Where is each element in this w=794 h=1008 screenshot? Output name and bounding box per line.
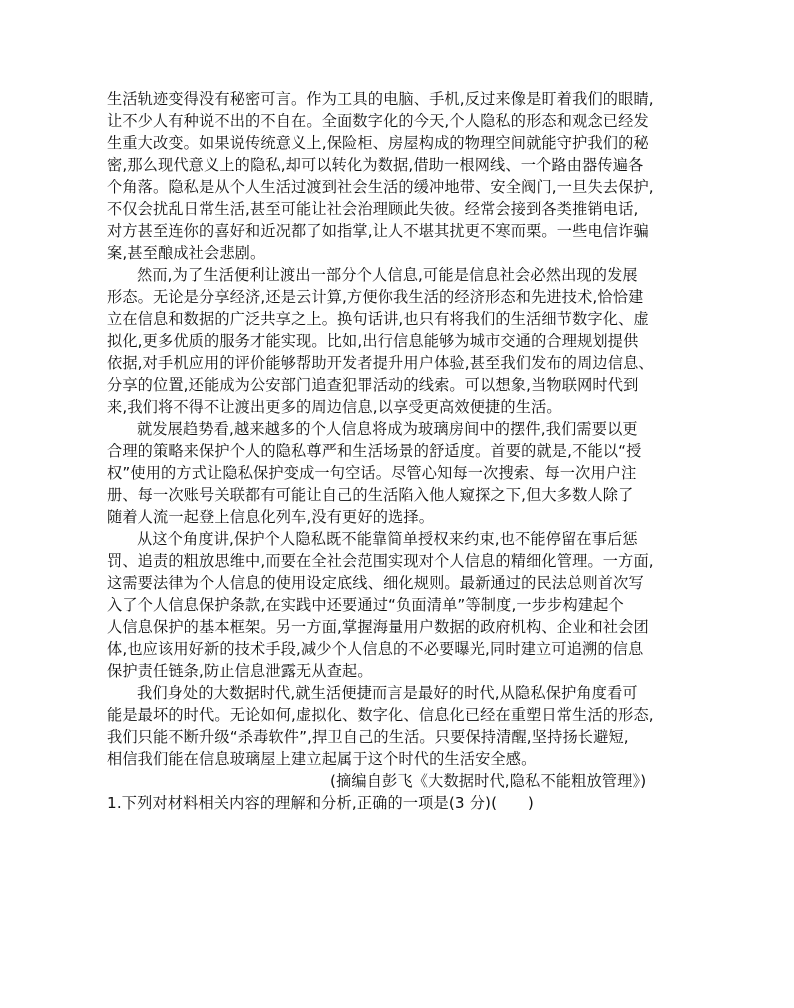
paragraph-line: 拟化,更多优质的服务才能实现。比如,出行信息能够为城市交通的合理规划提供 xyxy=(107,332,639,350)
paragraph-line: 立在信息和数据的广泛共享之上。换句话讲,也只有将我们的生活细节数字化、虚 xyxy=(107,310,649,328)
paragraph-line: 形态。无论是分享经济,还是云计算,方便你我生活的经济形态和先进技术,恰恰建 xyxy=(107,288,644,306)
paragraph-line: 册、每一次账号关联都有可能让自己的生活陷入他人窥探之下,但大多数人除了 xyxy=(107,486,634,504)
paragraph-line: 不仅会扰乱日常生活,甚至可能让社会治理顾此失彼。经常会接到各类推销电话, xyxy=(107,200,639,218)
paragraph-line: 密,那么现代意义上的隐私,却可以转化为数据,借助一根网线、一个路由器传遍各 xyxy=(107,156,644,174)
paragraph-line: 体,也应该用好新的技术手段,减少个人信息的不必要曝光,同时建立可追溯的信息 xyxy=(107,640,644,658)
paragraph-line: 我们身处的大数据时代,就生活便捷而言是最好的时代,从隐私保护角度看可 xyxy=(137,684,638,702)
question-text: 1.下列对材料相关内容的理解和分析,正确的一项是(3 分)( ) xyxy=(107,794,534,812)
paragraph-line: 对方甚至连你的喜好和近况都了如指掌,让人不堪其扰更不寒而栗。一些电信诈骗 xyxy=(107,222,649,240)
paragraph-line: 案,甚至酿成社会悲剧。 xyxy=(107,244,266,262)
paragraph-line: 分享的位置,还能成为公安部门追查犯罪活动的线索。可以想象,当物联网时代到 xyxy=(107,376,639,394)
paragraph-line: 入了个人信息保护条款,在实践中还要通过“负面清单”等制度,一步步构建起个 xyxy=(107,596,624,614)
paragraph-line: 生重大改变。如果说传统意义上,保险柜、房屋构成的物理空间就能守护我们的秘 xyxy=(107,134,649,152)
paragraph-line: 我们只能不断升级“杀毒软件”,捍卫自己的生活。只要保持清醒,坚持扬长避短, xyxy=(107,728,629,746)
paragraph-line: 让不少人有种说不出的不自在。全面数字化的今天,个人隐私的形态和观念已经发 xyxy=(107,112,649,130)
paragraph-line: 人信息保护的基本框架。另一方面,掌握海量用户数据的政府机构、企业和社会团 xyxy=(107,618,649,636)
source-citation: (摘编自彭飞《大数据时代,隐私不能粗放管理》) xyxy=(330,772,647,790)
paragraph-line: 来,我们将不得不让渡出更多的周边信息,以享受更高效便捷的生活。 xyxy=(107,398,562,416)
paragraph-line: 生活轨迹变得没有秘密可言。作为工具的电脑、手机,反过来像是盯着我们的眼睛, xyxy=(107,90,654,108)
paragraph-line: 然而,为了生活便利让渡出一部分个人信息,可能是信息社会必然出现的发展 xyxy=(137,266,638,284)
paragraph-line: 这需要法律为个人信息的使用设定底线、细化规则。最新通过的民法总则首次写 xyxy=(107,574,644,592)
paragraph-line: 随着人流一起登上信息化列车,没有更好的选择。 xyxy=(107,508,435,526)
paragraph-line: 权”使用的方式让隐私保护变成一句空话。尽管心知每一次搜索、每一次用户注 xyxy=(107,464,637,482)
paragraph-line: 从这个角度讲,保护个人隐私既不能靠简单授权来约束,也不能停留在事后惩 xyxy=(137,530,638,548)
paragraph-line: 个角落。隐私是从个人生活过渡到社会生活的缓冲地带、安全阀门,一旦失去保护, xyxy=(107,178,654,196)
paragraph-line: 就发展趋势看,越来越多的个人信息将成为玻璃房间中的摆件,我们需要以更 xyxy=(137,420,638,438)
paragraph-line: 保护责任链条,防止信息泄露无从查起。 xyxy=(107,662,373,680)
paragraph-line: 依据,对手机应用的评价能够帮助开发者提升用户体验,甚至我们发布的周边信息、 xyxy=(107,354,654,372)
paragraph-line: 合理的策略来保护个人的隐私尊严和生活场景的舒适度。首要的就是,不能以“授 xyxy=(107,442,642,460)
paragraph-line: 能是最坏的时代。无论如何,虚拟化、数字化、信息化已经在重塑日常生活的形态, xyxy=(107,706,654,724)
paragraph-line: 罚、追责的粗放思维中,而要在全社会范围实现对个人信息的精细化管理。一方面, xyxy=(107,552,654,570)
paragraph-line: 相信我们能在信息玻璃屋上建立起属于这个时代的生活安全感。 xyxy=(107,750,537,768)
